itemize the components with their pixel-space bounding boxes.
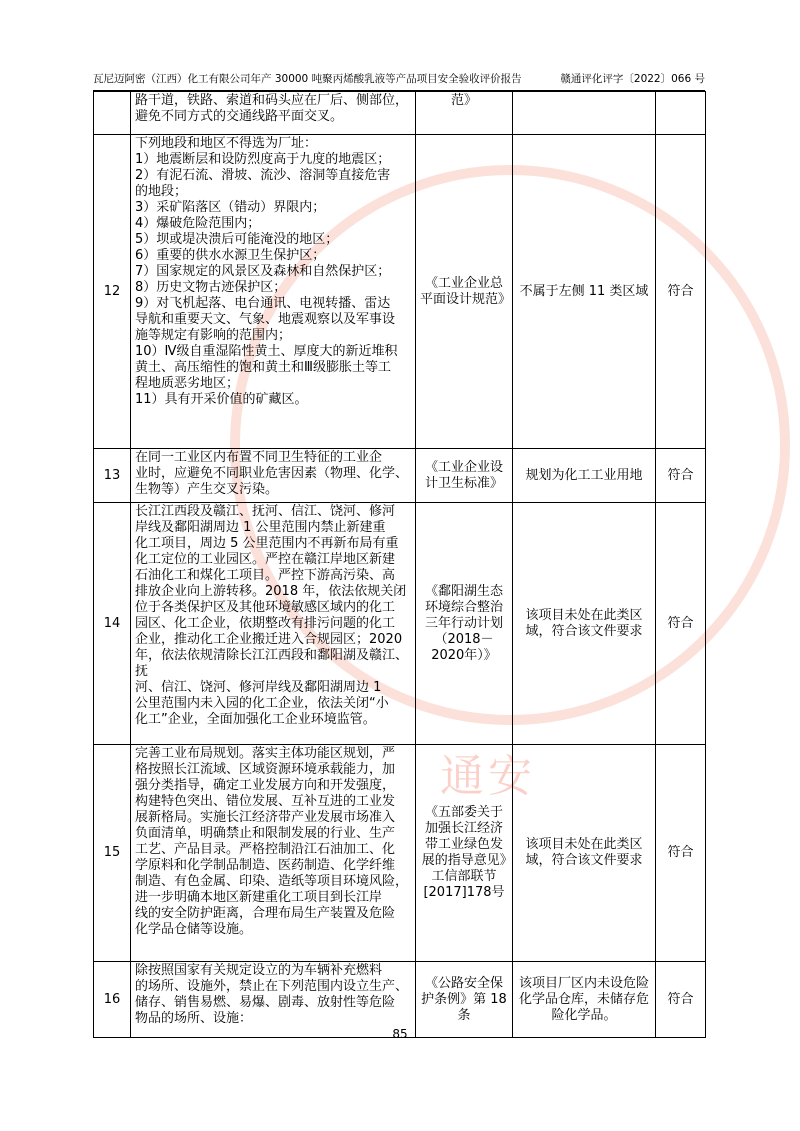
requirement-line: 7）国家规定的风景区及森林和自然保护区； [135, 264, 391, 279]
result-text: 符合 [656, 503, 706, 745]
row-number: 12 [94, 135, 131, 449]
requirement-line: 园区、化工企业，依期整改有排污问题的化工 [135, 616, 396, 631]
requirement-line: 化工定位的工业园区。严控在赣江岸地区新建 [135, 552, 396, 567]
requirement-line: 储存、销售易燃、易爆、剧毒、放射性等危险 [135, 995, 396, 1010]
requirement-line: 路干道，铁路、索道和码头应在厂后、侧部位， [135, 93, 409, 108]
requirement-line: 的地段； [135, 184, 188, 199]
requirement-line: 位于各类保护区及其他环境敏感区域内的化工 [135, 600, 396, 615]
requirement-line: 化工项目，周边 5 公里范围内不再新布局有重 [135, 536, 399, 551]
basis-text: 《鄱阳湖生态环境综合整治三年行动计划（2018－2020年）》 [416, 503, 513, 745]
requirement-line: 避免不同方式的交通线路平面交叉。 [135, 109, 344, 124]
requirement-line: 1）地震断层和设防烈度高于九度的地震区； [135, 152, 391, 167]
requirement-line: 施等规定有影响的范围内； [135, 328, 292, 343]
requirement-line: 进一步明确本地区新建重化工项目到长江岸 [135, 890, 383, 905]
requirement-line: 2）有泥石流、滑坡、流沙、溶洞等直接危害 [135, 168, 391, 183]
requirement-line: 工艺、产品目录。严格控制沿江石油加工、化 [135, 842, 396, 857]
requirement-line: 8）历史文物古迹保护区； [135, 280, 287, 295]
result-text: 符合 [656, 962, 706, 1038]
requirement-line: 负面清单，明确禁止和限制发展的行业、生产 [135, 826, 396, 841]
basis-text: 《工业企业设计卫生标准》 [416, 449, 513, 503]
basis-text: 范》 [416, 92, 513, 135]
requirement-line: 格按照长江流域、区域资源环境承载能力，加 [135, 762, 396, 777]
finding-text: 该项目未处在此类区域，符合该文件要求 [513, 503, 656, 745]
requirement-line: 导航和重要天文、气象、地震观察以及军事设 [135, 312, 396, 327]
finding-text: 该项目未处在此类区域，符合该文件要求 [513, 745, 656, 962]
requirement-line: 强分类指导，确定工业发展方向和开发强度， [135, 778, 396, 793]
finding-text [513, 92, 656, 135]
basis-text: 《公路安全保护条例》第 18 条 [416, 962, 513, 1038]
evaluation-table [93, 91, 706, 1038]
requirement-text [131, 745, 416, 962]
row-number: 15 [94, 745, 131, 962]
row-number: 16 [94, 962, 131, 1038]
requirement-line: 展新格局。实施长江经济带产业发展市场准入 [135, 810, 396, 825]
table-row [94, 92, 706, 135]
requirement-line: 完善工业布局规划。落实主体功能区规划，严 [135, 746, 396, 761]
requirement-line: 排放企业向上游转移。2018 年，依法依规关闭 [135, 584, 407, 599]
page-number: 85 [392, 1027, 408, 1041]
requirement-line: 5）坝或堤决溃后可能淹没的地区； [135, 232, 339, 247]
requirement-line: 公里范围内未入园的化工企业，依法关闭“小 [135, 696, 389, 711]
requirement-line: 石油化工和煤化工项目。严控下游高污染、高 [135, 568, 396, 583]
finding-text: 不属于左侧 11 类区域 [513, 135, 656, 449]
requirement-line: 4）爆破危险范围内； [135, 216, 261, 231]
requirement-line: 线的安全防护距离，合理布局生产装置及危险 [135, 906, 396, 921]
requirement-line: 11）具有开采价值的矿藏区。 [135, 392, 308, 407]
finding-text: 规划为化工工业用地 [513, 449, 656, 503]
requirement-line: 制造、有色金属、印染、造纸等项目环境风险， [135, 874, 409, 889]
requirement-line: 除按照国家有关规定设立的为车辆补充燃料 [135, 963, 383, 978]
requirement-line: 企业，推动化工企业搬迁进入合规园区；2020 [135, 632, 403, 647]
table-row [94, 503, 706, 745]
basis-text: 《工业企业总平面设计规范》 [416, 135, 513, 449]
report-title: 瓦尼迈阿密（江西）化工有限公司年产 30000 吨聚丙烯酸乳液等产品项目安全验收评价报告 [93, 73, 522, 85]
requirement-line: 年，依法依规清除长江江西段和鄱阳湖及赣江、抚 [135, 648, 409, 679]
result-text: 符合 [656, 745, 706, 962]
requirement-line: 化学品仓储等设施。 [135, 922, 253, 937]
basis-text: 《五部委关于加强长江经济带工业绿色发展的指导意见》工信部联节[2017]178号 [416, 745, 513, 962]
table-row [94, 449, 706, 503]
requirement-text [131, 449, 416, 503]
table-row [94, 135, 706, 449]
requirement-line: 在同一工业区内布置不同卫生特征的工业企 [135, 450, 383, 465]
requirement-line: 构建特色突出、错位发展、互补互进的工业发 [135, 794, 396, 809]
requirement-line: 学原料和化学制品制造、医药制造、化学纤维 [135, 858, 396, 873]
requirement-line: 黄土、高压缩性的饱和黄土和Ⅲ级膨胀土等工 [135, 360, 391, 375]
table-row [94, 745, 706, 962]
requirement-text [131, 503, 416, 745]
watermark-text: 通安 [440, 751, 536, 802]
requirement-line: 下列地段和地区不得选为厂址： [135, 136, 318, 151]
row-number: 14 [94, 503, 131, 745]
requirement-line: 业时，应避免不同职业危害因素（物理、化学、 [135, 466, 409, 481]
requirement-line: 10）Ⅳ级自重湿陷性黄土、厚度大的新近堆积 [135, 344, 398, 359]
requirement-line: 3）采矿陷落区（错动）界限内； [135, 200, 326, 215]
finding-text: 该项目厂区内未设危险化学品仓库，未储存危险化学品。 [513, 962, 656, 1038]
requirement-line: 6）重要的供水水源卫生保护区； [135, 248, 326, 263]
row-number [94, 92, 131, 135]
requirement-line: 长江江西段及赣江、抚河、信江、饶河、修河 [135, 504, 396, 519]
requirement-line: 河、信江、饶河、修河岸线及鄱阳湖周边 1 [135, 680, 382, 695]
requirement-text [131, 92, 416, 135]
requirement-line: 生物等）产生交叉污染。 [135, 482, 279, 497]
requirement-text [131, 135, 416, 449]
result-text: 符合 [656, 449, 706, 503]
requirement-line: 的场所、设施外，禁止在下列范围内设立生产、 [135, 979, 409, 994]
row-number: 13 [94, 449, 131, 503]
result-text [656, 92, 706, 135]
requirement-line: 9）对飞机起落、电台通讯、电视转播、雷达 [135, 296, 391, 311]
page-header [93, 71, 705, 91]
result-text: 符合 [656, 135, 706, 449]
document-number: 赣通评化评字〔2022〕066 号 [560, 73, 705, 85]
requirement-line: 程地质恶劣地区； [135, 376, 240, 391]
requirement-line: 化工”企业，全面加强化工企业环境监管。 [135, 712, 376, 727]
requirement-line: 物品的场所、设施： [135, 1011, 253, 1026]
requirement-line: 岸线及鄱阳湖周边 1 公里范围内禁止新建重 [135, 520, 386, 535]
